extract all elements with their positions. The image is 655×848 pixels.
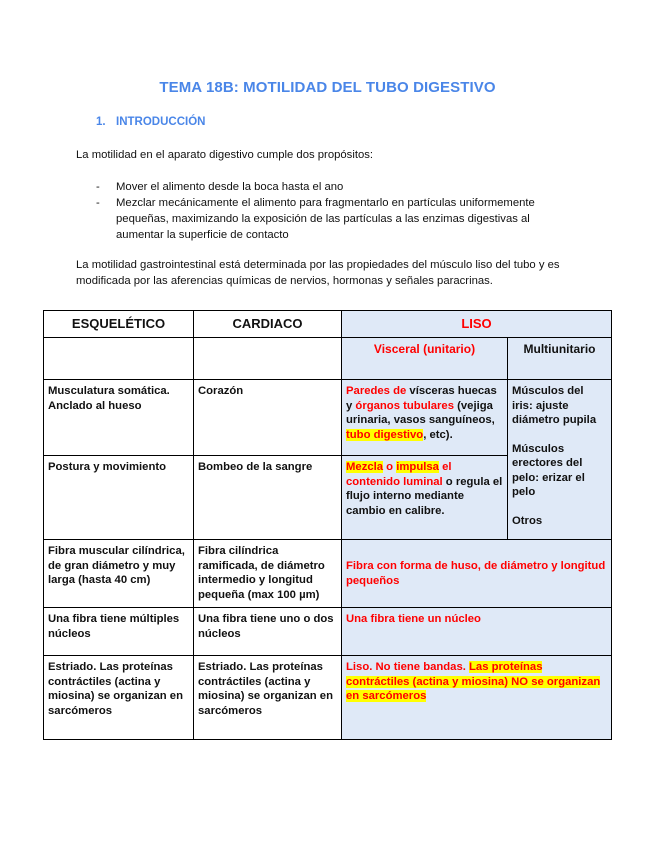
multi-item: Músculos del iris: ajuste diámetro pupila <box>512 385 597 426</box>
list-item: - Mezclar mecánicamente el alimento para fragmentarlo en partículas uniformemente pequeñas, maximizando la exposición de las partículas a las enzimas digestivas al aumentar la superficie de contacto <box>96 197 535 241</box>
cell-liso: Fibra con forma de huso, de diámetro y longitud pequeños <box>342 540 612 608</box>
cell-liso <box>342 656 612 740</box>
text-red: Liso. No tiene bandas. <box>346 661 470 673</box>
cell-visceral <box>342 456 508 540</box>
text-plain: (vejiga urinaria, vasos sanguíneos, <box>346 399 495 426</box>
table-row <box>44 540 612 608</box>
cell-esqueletico: Estriado. Las proteínas contráctiles (actina y miosina) se organizan en sarcómeros <box>44 656 194 740</box>
cell-multiunitario <box>508 380 612 540</box>
cell-esqueletico: Postura y movimiento <box>44 456 194 540</box>
table-row <box>44 656 612 740</box>
text-highlight: tubo digestivo <box>346 428 424 441</box>
table-header-row <box>44 311 612 338</box>
multi-item: Otros <box>512 514 543 527</box>
text-highlight: impulsa <box>396 461 439 473</box>
text-red: o <box>383 461 397 473</box>
text-red: órganos tubulares <box>355 399 454 412</box>
bullet-text: Mezclar mecánicamente el alimento para fragmentarlo en partículas uniformemente pequeñas, maximizando la exposición de las partículas a las enzimas digestivas al aumentar la superficie de contacto <box>116 197 535 241</box>
text-red: Paredes de <box>346 385 407 397</box>
intro-paragraph: La motilidad en el aparato digestivo cumple dos propósitos: <box>76 149 374 161</box>
cell-cardiaco: Fibra cilíndrica ramificada, de diámetro intermedio y longitud pequeña (max 100 µm) <box>194 540 342 608</box>
page-title: TEMA 18B: MOTILIDAD DEL TUBO DIGESTIVO <box>159 79 496 96</box>
cell-cardiaco: Una fibra tiene uno o dos núcleos <box>194 608 342 656</box>
section-heading <box>96 116 205 128</box>
header-cardiaco: CARDIACO <box>194 311 342 338</box>
text-red: el contenido luminal <box>346 461 452 488</box>
subheader-visceral: Visceral (unitario) <box>342 338 508 380</box>
cell-cardiaco: Corazón <box>194 380 342 456</box>
motility-paragraph: La motilidad gastrointestinal está determinada por las propiedades del músculo liso del tubo y es modificada por las aferencias químicas de nervios, hormonas y señales paracrinas. <box>76 259 560 287</box>
cell-esqueletico: Una fibra tiene múltiples núcleos <box>44 608 194 656</box>
cell-esqueletico: Musculatura somática. Anclado al hueso <box>44 380 194 456</box>
text-plain: o regula el flujo interno mediante cambio en calibre. <box>346 475 503 517</box>
cell-liso: Una fibra tiene un núcleo <box>342 608 612 656</box>
section-number: 1. <box>96 116 106 128</box>
cell-cardiaco: Estriado. Las proteínas contráctiles (actina y miosina) se organizan en sarcómeros <box>194 656 342 740</box>
cell-esqueletico: Fibra muscular cilíndrica, de gran diámetro y muy larga (hasta 40 cm) <box>44 540 194 608</box>
text-highlight: Las proteínas contráctiles (actina y miosina) NO se organizan en sarcómeros <box>346 661 601 702</box>
header-esqueletico: ESQUELÉTICO <box>44 311 194 338</box>
text-highlight: Mezcla <box>346 461 384 473</box>
text-plain: , etc). <box>423 428 453 441</box>
text-plain: vísceras huecas y <box>346 385 497 412</box>
bullet-text: Mover el alimento desde la boca hasta el ano <box>116 181 344 193</box>
table-subheader-row <box>44 338 612 380</box>
subheader-multiunitario: Multiunitario <box>508 338 612 380</box>
cell-visceral <box>342 380 508 456</box>
table-row <box>44 608 612 656</box>
cell-cardiaco: Bombeo de la sangre <box>194 456 342 540</box>
empty-cell <box>44 338 194 380</box>
section-label: INTRODUCCIÓN <box>116 116 206 128</box>
empty-cell <box>194 338 342 380</box>
multi-item: Músculos erectores del pelo: erizar el pelo <box>512 442 585 498</box>
list-item: - Mover el alimento desde la boca hasta el ano <box>96 181 344 193</box>
bullet-list <box>96 179 576 243</box>
muscle-comparison-table <box>43 310 612 740</box>
table-row <box>44 380 612 456</box>
header-liso: LISO <box>342 311 612 338</box>
